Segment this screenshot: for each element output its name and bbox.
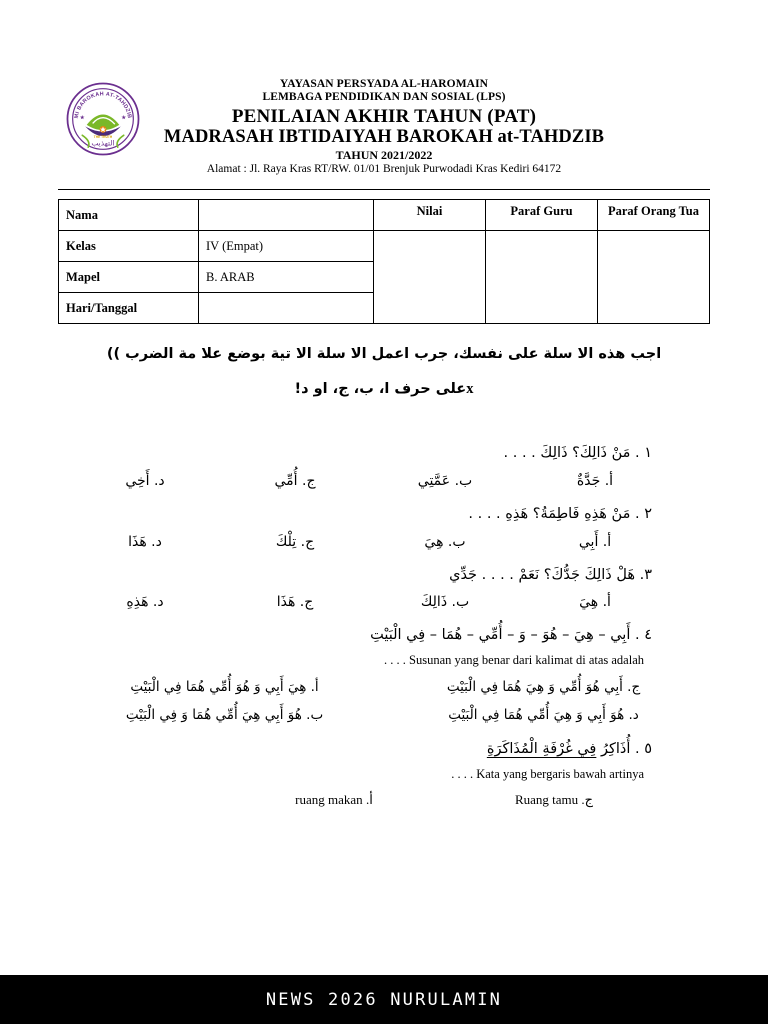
svg-text:★: ★ <box>121 115 127 121</box>
letterhead <box>58 78 710 182</box>
student-identity-table <box>58 199 710 324</box>
question-5-stem-prefix: ٥ . أُذَاكِرُ <box>600 740 652 757</box>
row-value-nama[interactable] <box>199 200 374 231</box>
question-1 <box>58 440 710 495</box>
row-value-mapel[interactable]: B. ARAB <box>199 262 374 293</box>
question-5-option-c-text: Ruang tamu <box>514 792 579 808</box>
svg-text:THE TRUTH: THE TRUTH <box>93 135 113 140</box>
question-1-options <box>58 467 710 495</box>
question-5-option-c[interactable]: ج. Ruang tamu <box>514 792 594 808</box>
question-4-subtext: . . . . Susunan yang benar dari kalimat di atas adalah <box>384 653 644 668</box>
question-3-option-d[interactable]: د. هَذِهِ <box>126 594 164 611</box>
header-divider <box>58 189 710 190</box>
question-5-option-a[interactable]: أ. ruang makan <box>295 792 373 808</box>
column-header-paraf-guru: Paraf Guru <box>486 200 598 231</box>
question-3-option-c[interactable]: ج. هَذَا <box>276 594 314 611</box>
institution-name: LEMBAGA PENDIDIKAN DAN SOSIAL (LPS) <box>262 90 506 103</box>
instruction-line-2: على حرف ا، ب، ج، او د! <box>294 381 467 397</box>
question-1-stem: ١ . مَنْ ذَالِكَ؟ ذَالِكَ . . . . <box>503 445 652 461</box>
question-4-option-d[interactable]: د. هُوَ أَبِي وَ هِيَ أُمِّي هُمَا فِي الْبَيْتِ <box>448 707 639 724</box>
row-label-kelas: Kelas <box>59 231 199 262</box>
question-4 <box>58 622 710 729</box>
question-1-option-d[interactable]: د. أَخِي <box>125 472 165 489</box>
instruction-line-2-wrap <box>62 375 706 404</box>
question-5-stem <box>58 736 710 763</box>
row-label-nama: Nama <box>59 200 199 231</box>
question-4-stem: ٤ . أَبِي – هِيَ – هُوَ – وَ – أُمِّي – هُمَا – فِي الْبَيْتِ <box>370 627 652 644</box>
academic-year: TAHUN 2021/2022 <box>335 147 433 162</box>
question-3-option-a[interactable]: أ. هِيَ <box>579 594 611 611</box>
question-5-options <box>58 786 710 815</box>
question-4-option-c[interactable]: ج. أَبِي هُوَ أُمِّي وَ هِيَ هُمَا فِي الْبَيْتِ <box>446 679 641 695</box>
svg-text:التهذيب: التهذيب <box>91 138 115 148</box>
foundation-name: YAYASAN PERSYADA AL-HAROMAIN <box>279 78 489 90</box>
question-2-stem: ٢ . مَنْ هَذِهِ فَاطِمَةُ؟ هَذِهِ . . . . <box>468 505 652 522</box>
instruction-line-1: اجب هذه الا سلة على نفسك، جرب اعمل الا سلة الا تية بوضع علا مة الضرب )) <box>106 346 662 362</box>
question-2-option-a[interactable]: أ. أَبِي <box>578 533 612 550</box>
school-name: MADRASAH IBTIDAIYAH BAROKAH at-TAHDZIB <box>163 127 605 148</box>
row-label-mapel: Mapel <box>59 262 199 293</box>
footer-banner-text: NEWS 2026 NURULAMIN <box>265 989 503 1010</box>
question-3-stem: ٣. هَلْ ذَالِكَ جَدُّكَ؟ نَعَمْ . . . . جَدِّي <box>449 566 652 583</box>
school-seal-logo <box>66 82 140 156</box>
table-row <box>59 200 710 231</box>
row-label-hari-tanggal: Hari/Tanggal <box>59 293 199 324</box>
question-5-stem-underlined: فِي غُرْفَةِ الْمُذَاكَرَةِ <box>486 740 597 757</box>
question-1-option-a[interactable]: أ. جَدَّةٌ <box>576 472 614 489</box>
nilai-entry-cell[interactable] <box>374 231 486 324</box>
question-5 <box>58 736 710 815</box>
question-2-option-c[interactable]: ج. تِلْكَ <box>275 533 315 550</box>
question-list <box>58 440 710 815</box>
question-4-options <box>58 673 710 730</box>
question-2-option-d[interactable]: د. هَذَا <box>128 533 162 550</box>
question-1-option-c[interactable]: ج. أُمِّي <box>274 472 316 489</box>
letterhead-text <box>58 78 710 176</box>
footer-banner <box>0 975 768 1024</box>
question-5-option-a-text: ruang makan <box>295 792 363 808</box>
seal-icon <box>66 82 140 156</box>
row-value-hari-tanggal[interactable] <box>199 293 374 324</box>
svg-text:★: ★ <box>80 115 85 121</box>
question-3-options <box>58 588 710 616</box>
exam-title: PENILAIAN AKHIR TAHUN (PAT) <box>231 105 537 127</box>
column-header-paraf-orang-tua: Paraf Orang Tua <box>598 200 710 231</box>
paraf-orang-tua-entry-cell[interactable] <box>598 231 710 324</box>
question-4-option-b[interactable]: ب. هُوَ أَبِي هِيَ أُمِّي هُمَا وَ فِي الْبَيْتِ <box>125 707 324 724</box>
instruction-mark-x: x <box>466 381 474 397</box>
question-2-options <box>58 528 710 556</box>
question-2-option-b[interactable]: ب. هِيَ <box>424 533 466 550</box>
column-header-nilai: Nilai <box>374 200 486 231</box>
exam-instruction <box>58 340 710 404</box>
question-1-option-b[interactable]: ب. عَمَّتِي <box>417 472 473 489</box>
question-4-option-a[interactable]: أ. هِيَ أَبِي وَ هُوَ أُمِّي هُمَا فِي الْبَيْتِ <box>130 679 319 695</box>
row-value-kelas[interactable]: IV (Empat) <box>199 231 374 262</box>
table-row <box>59 231 710 262</box>
question-2 <box>58 501 710 556</box>
question-3-option-b[interactable]: ب. ذَالِكَ <box>420 594 470 611</box>
school-address: Alamat : Jl. Raya Kras RT/RW. 01/01 Brenjuk Purwodadi Kras Kediri 64172 <box>206 163 562 176</box>
question-5-subtext: . . . . Kata yang bergaris bawah artinya <box>451 766 644 781</box>
question-5-option-a-letter: أ <box>369 792 373 808</box>
question-5-option-c-letter: ج <box>584 792 594 808</box>
paraf-guru-entry-cell[interactable] <box>486 231 598 324</box>
svg-text:MI BAROKAH AT-TAHDZIB: MI BAROKAH AT-TAHDZIB <box>73 91 133 119</box>
question-3 <box>58 562 710 617</box>
